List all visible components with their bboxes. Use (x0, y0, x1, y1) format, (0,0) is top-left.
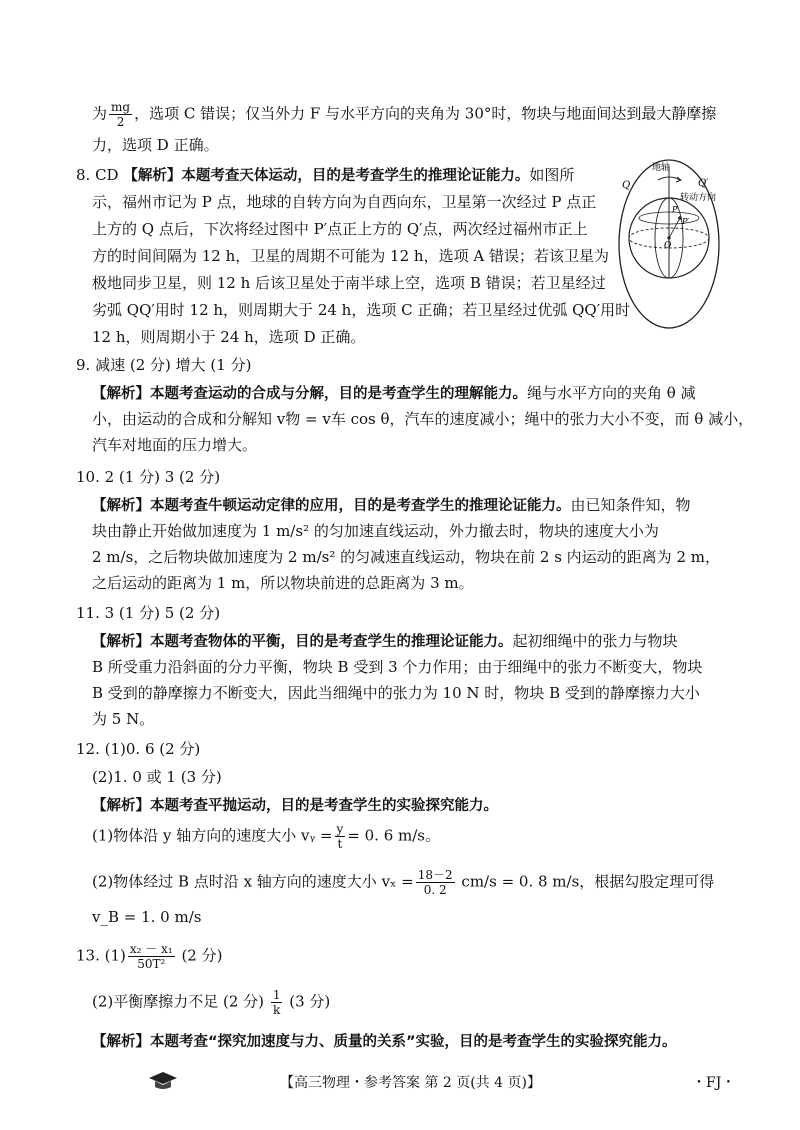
fraction-mg-2: $\frac{mg}{2}$ (111, 100, 131, 129)
fraction-y-t: $\frac{y}{t}$ (336, 822, 344, 851)
graduation-cap-icon (148, 1070, 178, 1092)
fraction-1-k: $\frac{1}{k}$ (272, 988, 281, 1017)
q9-line-1: 【解析】本题考查运动的合成与分解，目的是考查学生的理解能力。绳与水平方向的夹角 θ 减 (92, 384, 696, 402)
line-1: 为 $\frac{mg}{2}$ ，选项 C 错误；仅当外力 F 与水平方向的夹角为 30°时，物块与地面间达到最大静摩擦 (92, 100, 717, 129)
q11-answer: 11. 3 (1 分) 5 (2 分) (76, 604, 221, 622)
q10-line-3: 2 m/s，之后物块做加速度为 2 m/s² 的匀减速直线运动，物块在前 2 s 内运动的距离为 2 m， (92, 548, 720, 566)
q13-answer-2: (2)平衡摩擦力不足 (2 分) $\frac{1}{k}$ (3 分) (92, 988, 331, 1017)
q12-answer-1: 12. (1)0. 6 (2 分) (76, 740, 201, 758)
q11-line-2: B 所受重力沿斜面的分力平衡，物块 B 受到 3 个力作用；由于细绳中的张力不断变大，物块 (92, 658, 703, 676)
q11-line-1: 【解析】本题考查物体的平衡，目的是考查学生的推理论证能力。起初细绳中的张力与物块 (92, 632, 678, 650)
q10-line-2: 块由静止开始做加速度为 1 m/s² 的匀加速直线运动，外力撤去时，物块的速度大小为 (92, 522, 659, 540)
label-o: O (664, 241, 672, 251)
q8-line-4: 方的时间间隔为 12 h，卫星的周期不可能为 12 h，选项 A 错误；若该卫星为 (92, 247, 609, 265)
q12-calc-1: (1)物体沿 y 轴方向的速度大小 vᵧ = $\frac{y}{t}$ = 0. 6 m/s。 (92, 822, 440, 851)
q8-line-7: 12 h，则周期小于 24 h，选项 D 正确。 (92, 328, 366, 346)
q9-answer: 9. 减速 (2 分) 增大 (1 分) (76, 356, 252, 374)
q12-calc-3: v_B = 1. 0 m/s (92, 908, 202, 926)
q8-line-2: 示，福州市记为 P 点，地球的自转方向为自西向东，卫星第一次经过 P 点正 (92, 193, 597, 211)
q8-line-6: 劣弧 QQ′用时 12 h，则周期大于 24 h，选项 C 正确；若卫星经过优弧 QQ′用时 (92, 301, 631, 319)
label-axis: 地轴 (652, 163, 671, 173)
q9-line-2: 小，由运动的合成和分解知 v物 = v车 cos θ，汽车的速度减小；绳中的张力大小不变，而 θ 减小， (92, 410, 754, 428)
q8-line-1: 8. CD 【解析】本题考查天体运动，目的是考查学生的推理论证能力。如图所 (76, 166, 575, 184)
label-p: P (672, 205, 678, 214)
label-q: Q (622, 180, 631, 191)
label-rotation: 转动方向 (680, 193, 717, 203)
point-o (667, 236, 670, 239)
q10-line-4: 之后运动的距离为 1 m，所以物块前进的总距离为 3 m。 (92, 574, 474, 592)
earth-satellite-figure (614, 152, 724, 332)
fraction-16-0.2: $\frac{18-2}{0. 2}$ (417, 868, 453, 897)
q13-answer-1: 13. (1) $\frac{\text{x₂ － x₁}}{\text{50T²}}$ (2 分) (76, 942, 223, 971)
line-2: 力，选项 D 正确。 (92, 136, 219, 154)
footer-text: 【高三物理・参考答案 第 2 页(共 4 页)】 (280, 1075, 541, 1091)
label-p-prime: P′ (682, 217, 690, 226)
q10-line-1: 【解析】本题考查牛顿运动定律的应用，目的是考查学生的推理论证能力。由已知条件知，物 (92, 496, 691, 514)
q8-line-5: 极地同步卫星，则 12 h 后该卫星处于南半球上空，选项 B 错误；若卫星经过 (92, 274, 606, 292)
q10-answer: 10. 2 (1 分) 3 (2 分) (76, 468, 221, 486)
q11-line-4: 为 5 N。 (92, 710, 155, 728)
q9-line-3: 汽车对地面的压力增大。 (92, 436, 258, 454)
footer-code: ・FJ・ (692, 1075, 736, 1091)
q12-calc-2: (2)物体经过 B 点时沿 x 轴方向的速度大小 vₓ = $\frac{18-2}{0. 2}$ cm/s = 0. 8 m/s，根据勾股定理可得 (92, 868, 715, 897)
label-q-prime: Q′ (698, 178, 709, 189)
fraction-x2-x1: $\frac{\text{x₂ － x₁}}{\text{50T²}}$ (129, 942, 173, 971)
q13-analysis: 【解析】本题考查“探究加速度与力、质量的关系”实验，目的是考查学生的实验探究能力。 (92, 1034, 677, 1050)
q8-line-3: 上方的 Q 点后，下次将经过图中 P′点正上方的 Q′点，两次经过福州市正上 (92, 220, 588, 238)
q12-answer-2: (2)1. 0 或 1 (3 分) (92, 768, 222, 786)
q11-line-3: B 受到的静摩擦力不断变大，因此当细绳中的张力为 10 N 时，物块 B 受到的静摩擦力大小 (92, 684, 700, 702)
q12-analysis: 【解析】本题考查平抛运动，目的是考查学生的实验探究能力。 (92, 798, 498, 814)
